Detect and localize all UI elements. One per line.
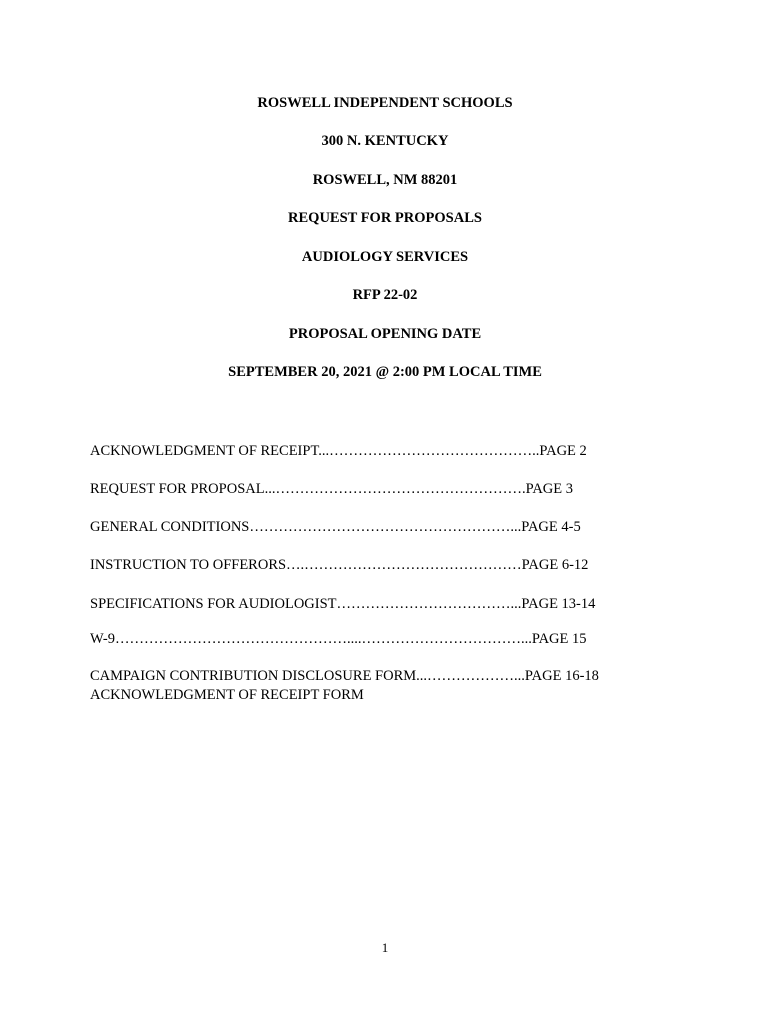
street-address: 300 N. KENTUCKY [321,133,449,149]
document-type: REQUEST FOR PROPOSALS [288,210,482,226]
toc-item-campaign-contribution: CAMPAIGN CONTRIBUTION DISCLOSURE FORM...………………...PAGE 16-18 [90,668,599,684]
toc-item-acknowledgment-form: ACKNOWLEDGMENT OF RECEIPT FORM [90,687,364,703]
opening-date-label: PROPOSAL OPENING DATE [288,326,482,342]
toc-item-general-conditions: GENERAL CONDITIONS………………………………………………...PAGE 4-5 [90,519,581,535]
toc-item-instruction-to-offerors: INSTRUCTION TO OFFERORS….………………………………………PAGE 6-12 [90,557,589,573]
page-number: 1 [381,940,389,955]
toc-item-w9: W-9…………………………………………....……………………………...PAGE 15 [90,631,587,647]
opening-date: SEPTEMBER 20, 2021 @ 2:00 PM LOCAL TIME [228,364,542,380]
district-name: ROSWELL INDEPENDENT SCHOOLS [257,95,513,111]
toc-item-request-for-proposal: REQUEST FOR PROPOSAL...…………………………………………….PAGE 3 [90,481,573,497]
toc-item-acknowledgment: ACKNOWLEDGMENT OF RECEIPT...……………………………………..PAGE 2 [90,443,587,459]
city-state-zip: ROSWELL, NM 88201 [312,172,458,188]
service-title: AUDIOLOGY SERVICES [301,249,469,265]
rfp-number: RFP 22-02 [352,287,418,303]
toc-item-specifications: SPECIFICATIONS FOR AUDIOLOGIST………………………………...PAGE 13-14 [90,596,596,612]
